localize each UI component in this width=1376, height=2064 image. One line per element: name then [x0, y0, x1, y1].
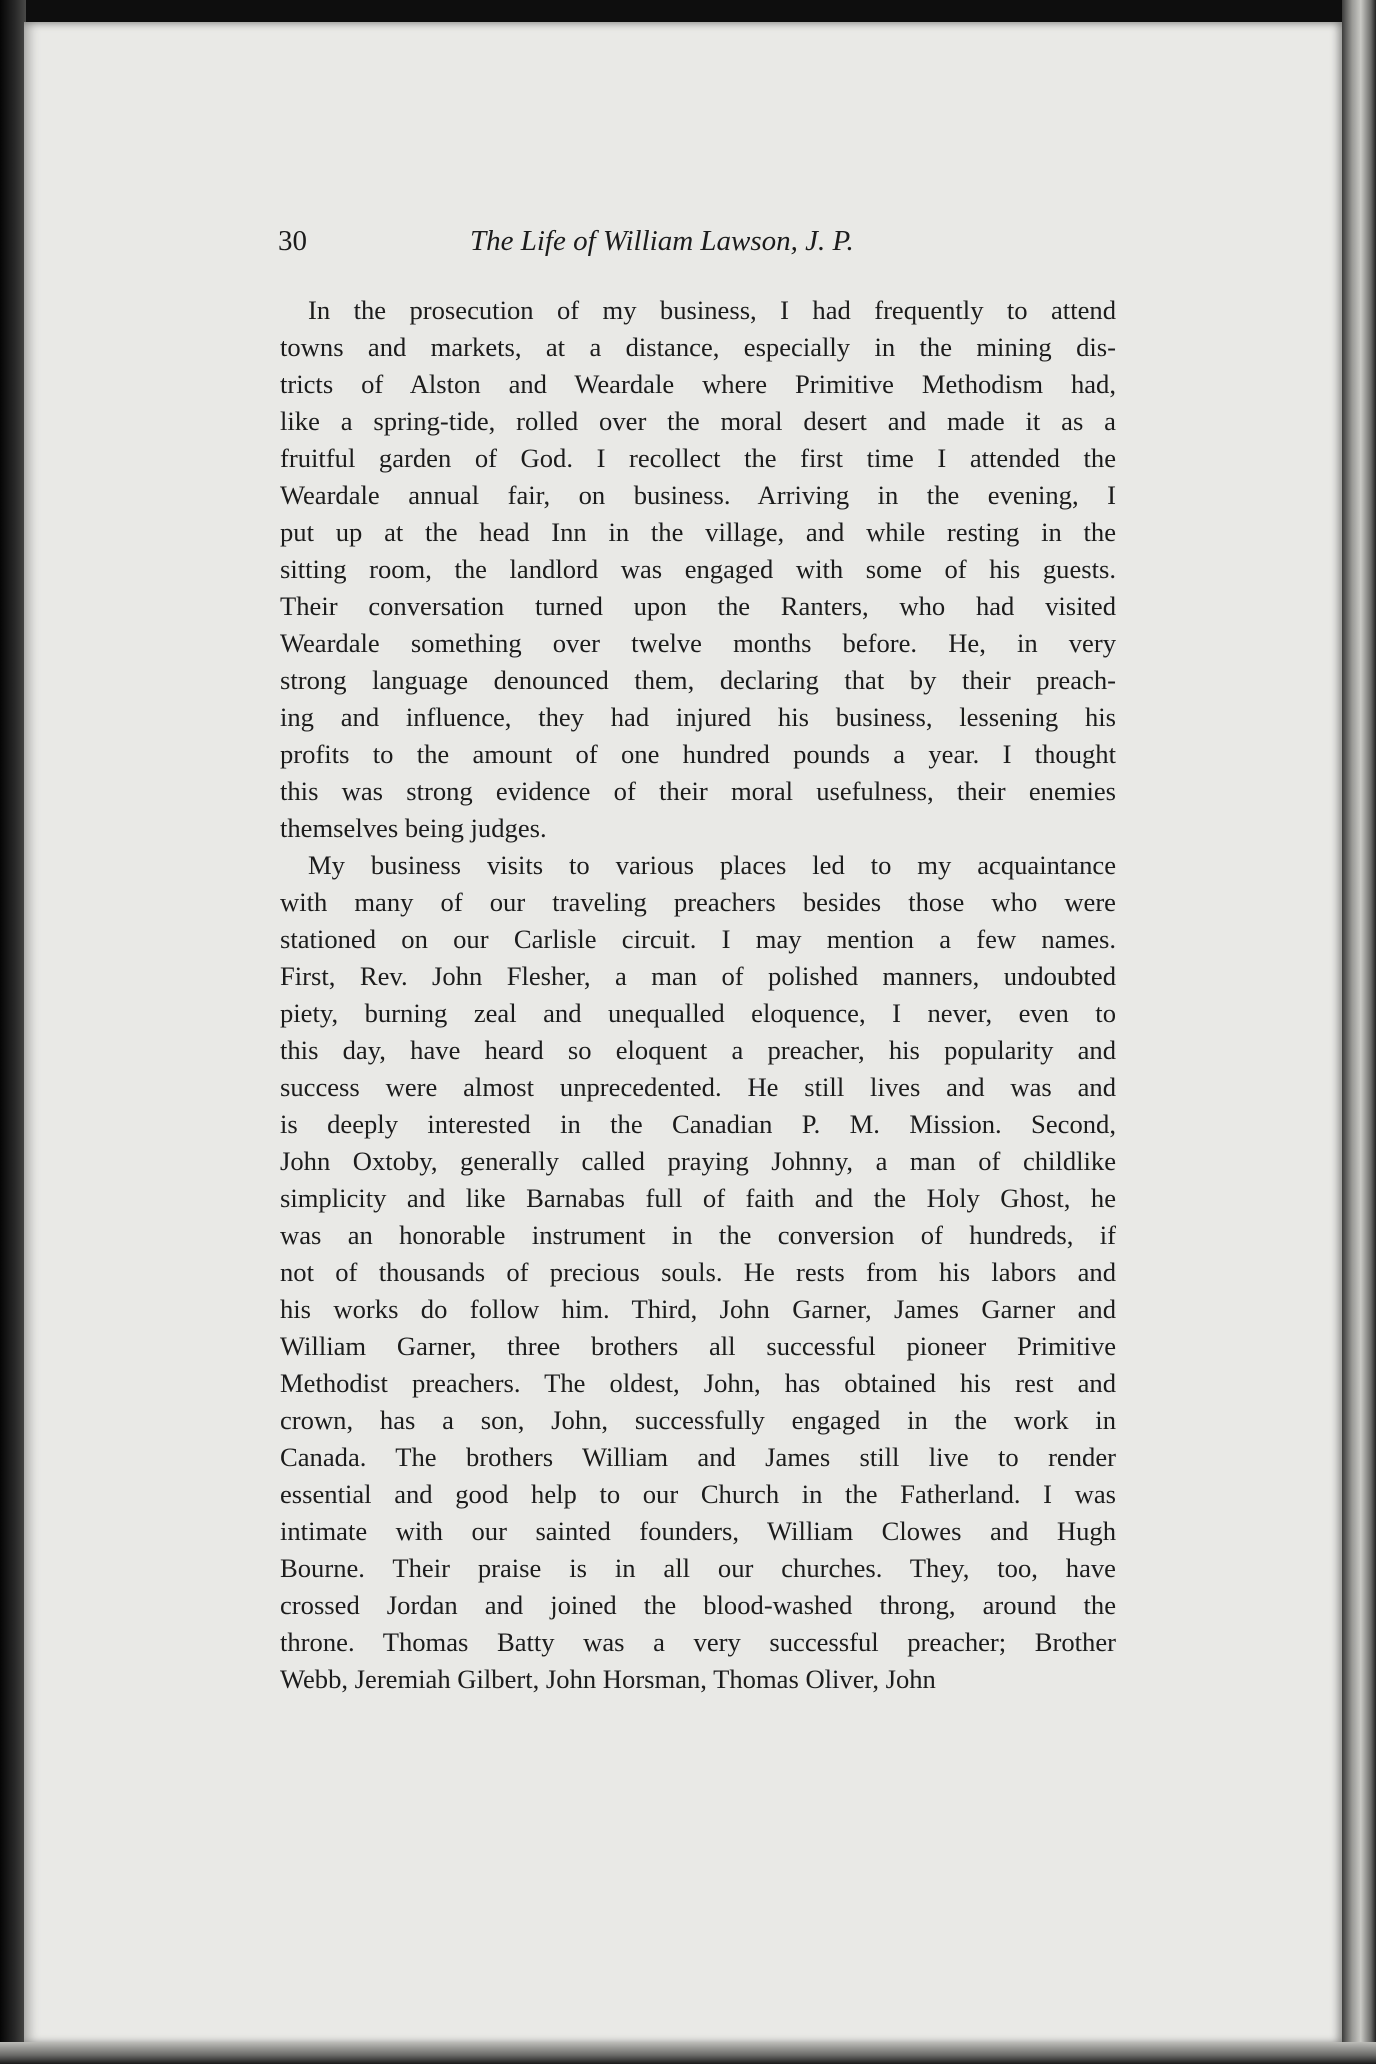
- text-line: was an honorable instrument in the conversion of hundreds, if: [280, 1220, 1116, 1250]
- text-line: tricts of Alston and Weardale where Primitive Methodism had,: [280, 369, 1116, 399]
- running-header: [278, 225, 1128, 265]
- text-line: essential and good help to our Church in the Fatherland. I was: [280, 1479, 1116, 1509]
- text-line: simplicity and like Barnabas full of faith and the Holy Ghost, he: [280, 1183, 1116, 1213]
- text-line: My business visits to various places led to my acquaintance: [308, 850, 1116, 880]
- text-line: profits to the amount of one hundred pounds a year. I thought: [280, 739, 1116, 769]
- text-line: his works do follow him. Third, John Garner, James Garner and: [280, 1294, 1116, 1324]
- text-line: stationed on our Carlisle circuit. I may mention a few names.: [280, 924, 1116, 954]
- text-line: In the prosecution of my business, I had frequently to attend: [308, 295, 1116, 325]
- text-line: this was strong evidence of their moral usefulness, their enemies: [280, 776, 1116, 806]
- text-line: Canada. The brothers William and James still live to render: [280, 1442, 1116, 1472]
- text-line: Webb, Jeremiah Gilbert, John Horsman, Thomas Oliver, John: [280, 1664, 936, 1694]
- text-line: John Oxtoby, generally called praying Johnny, a man of childlike: [280, 1146, 1116, 1176]
- page-number: 30: [278, 225, 307, 257]
- text-line: strong language denounced them, declaring that by their preach-: [280, 665, 1116, 695]
- page-stack-edge: [1342, 0, 1376, 2064]
- page-bottom-edge: [0, 2042, 1376, 2064]
- text-line: like a spring-tide, rolled over the moral desert and made it as a: [280, 406, 1116, 436]
- text-line: Bourne. Their praise is in all our churches. They, too, have: [280, 1553, 1116, 1583]
- text-line: Their conversation turned upon the Ranters, who had visited: [280, 591, 1116, 621]
- text-line: not of thousands of precious souls. He rests from his labors and: [280, 1257, 1116, 1287]
- text-line: intimate with our sainted founders, William Clowes and Hugh: [280, 1516, 1116, 1546]
- paragraph: [280, 292, 1116, 847]
- text-line: crown, has a son, John, successfully engaged in the work in: [280, 1405, 1116, 1435]
- text-line: with many of our traveling preachers besides those who were: [280, 887, 1116, 917]
- body-text: [280, 292, 1116, 1698]
- text-line: piety, burning zeal and unequalled eloquence, I never, even to: [280, 998, 1116, 1028]
- text-line: towns and markets, at a distance, especially in the mining dis-: [280, 332, 1116, 362]
- text-line: throne. Thomas Batty was a very successful preacher; Brother: [280, 1627, 1116, 1657]
- text-line: success were almost unprecedented. He still lives and was and: [280, 1072, 1116, 1102]
- text-line: First, Rev. John Flesher, a man of polished manners, undoubted: [280, 961, 1116, 991]
- text-line: crossed Jordan and joined the blood-washed throng, around the: [280, 1590, 1116, 1620]
- text-line: fruitful garden of God. I recollect the first time I attended the: [280, 443, 1116, 473]
- text-line: this day, have heard so eloquent a preacher, his popularity and: [280, 1035, 1116, 1065]
- text-line: Weardale something over twelve months before. He, in very: [280, 628, 1116, 658]
- text-line: put up at the head Inn in the village, and while resting in the: [280, 517, 1116, 547]
- book-spine-shadow: [0, 0, 26, 2064]
- text-line: Methodist preachers. The oldest, John, has obtained his rest and: [280, 1368, 1116, 1398]
- text-line: ing and influence, they had injured his business, lessening his: [280, 702, 1116, 732]
- text-line: Weardale annual fair, on business. Arriving in the evening, I: [280, 480, 1116, 510]
- running-title: The Life of William Lawson, J. P.: [470, 225, 854, 257]
- text-line: themselves being judges.: [280, 813, 547, 843]
- text-line: sitting room, the landlord was engaged with some of his guests.: [280, 554, 1116, 584]
- text-line: is deeply interested in the Canadian P. M. Mission. Second,: [280, 1109, 1116, 1139]
- text-line: William Garner, three brothers all successful pioneer Primitive: [280, 1331, 1116, 1361]
- paragraph: [280, 847, 1116, 1698]
